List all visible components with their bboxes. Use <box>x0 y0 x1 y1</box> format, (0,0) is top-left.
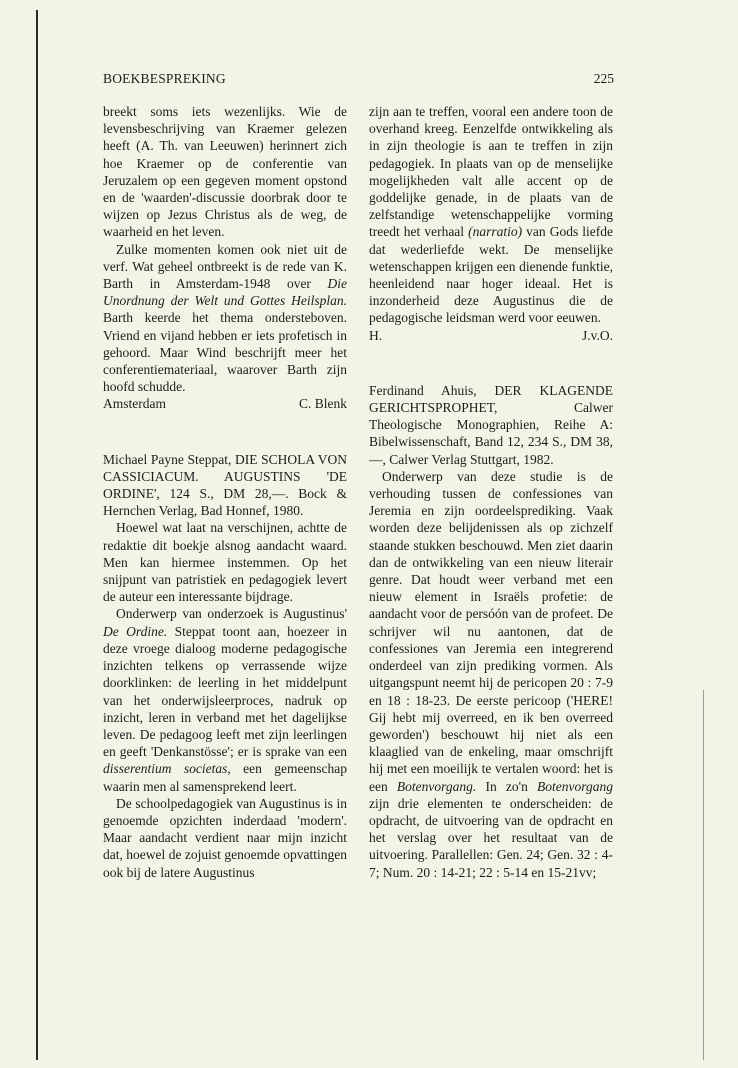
book-heading: Ferdinand Ahuis, DER KLAGENDE GERICHTSPROPHET, Calwer Theologische Monographien, Reihe A: Bibelwissenschaft, Band 12, 234 S., DM 38,—, Calwer Verlag Stuttgart, 1982. <box>369 382 613 467</box>
review-paragraph: Zulke momenten komen ook niet uit de verf. Wat geheel ontbreekt is de rede van K. Barth in Amsterdam-1948 over Die Unordnung der Welt und Gottes Heilsplan. Barth keerde het thema ondersteboven. Vriend en vijand hebben er iets profetisch in gehoord. Maar Wind beschrijft meer het conferentiemateriaal, waarover Barth zijn hoofd schudde. <box>103 241 347 395</box>
left-column <box>103 103 347 881</box>
right-column <box>369 103 613 881</box>
review-paragraph: breekt soms iets wezenlijks. Wie de levensbeschrijving van Kraemer gelezen heeft (A. Th. van Leeuwen) herinnert zich hoe Kraemer op de conferentie van Jeruzalem op een gegeven moment opstond en de 'waarden'-discussie doorbrak door te wijzen op Jezus Christus als de weg, de waarheid en het leven. <box>103 104 347 240</box>
page-margin-rule <box>36 10 38 1060</box>
signature-name: J.v.O. <box>581 327 613 343</box>
page-header <box>103 71 614 91</box>
signature-initial: H. <box>369 327 383 343</box>
review-paragraph: Onderwerp van onderzoek is Augustinus' De Ordine. Steppat toont aan, hoezeer in deze vroege dialoog moderne pedagogische inzichten telkens op verrassende wijze doorklinken: de leerling in het middelpunt van het onderwijsleerproces, nadruk op inzicht, leren in verband met het dagelijkse leven. De pedagoog leeft met zijn leerlingen en geeft 'Denkanstösse'; er is sprake van een disserentium societas, een gemeenschap waarin men al samensprekend leert. <box>103 606 347 794</box>
review-signature <box>103 395 347 412</box>
signature-place: Amsterdam <box>103 396 166 412</box>
review-paragraph: De schoolpedagogiek van Augustinus is in genoemde opzichten inderdaad 'modern'. Maar aandacht verdient naar mijn inzicht dat, hoewel de zojuist genoemde opvattingen ook bij de latere Augustinus <box>103 795 347 880</box>
running-title: BOEKBESPREKING <box>103 71 226 86</box>
signature-name: C. Blenk <box>298 396 347 412</box>
review-signature <box>369 327 613 344</box>
page-edge-rule <box>703 690 704 1060</box>
book-heading: Michael Payne Steppat, DIE SCHOLA VON CASSICIACUM. AUGUSTINS 'DE ORDINE', 124 S., DM 28,—. Bock & Hernchen Verlag, Bad Honnef, 1980. <box>103 451 347 519</box>
review-paragraph: Onderwerp van deze studie is de verhouding tussen de confessiones van Jeremia en zijn oordeelsprediking. Vaak worden deze belijdenissen als op zichzelf staande stukken beschouwd. Men ziet daarin dan de ontwikkeling van een nieuw literair genre. Dat houdt weer verband met een nieuw element in Israëls profetie: de aandacht voor de persóón van de profeet. De schrijver wil nu aantonen, dat de confessiones van Jeremia een integrerend onderdeel van zijn prediking vormen. Als uitgangspunt neemt hij de pericopen 20 : 7-9 en 18 : 18-23. De eerste pericoop ('HERE! Gij hebt mij overreed, en ik ben overreed geworden') beschouwt hij niet als een klaaglied van de enkeling, maar omschrijft hij met een moeilijk te vertalen woord: het is een Botenvorgang. In zo'n Botenvorgang zijn drie elementen te onderscheiden: de opdracht, de uitvoering van de opdracht en het verslag over het resultaat van de uitvoering. Parallellen: Gen. 24; Gen. 32 : 4-7; Num. 20 : 14-21; 22 : 5-14 en 15-21vv; <box>369 468 613 880</box>
review-paragraph: Hoewel wat laat na verschijnen, achtte de redaktie dit boekje alsnog aandacht waard. Men kan hiermee instemmen. Op het snijpunt van patristiek en pedagogiek levert de auteur een interessante bijdrage. <box>103 520 347 605</box>
page-number: 225 <box>593 71 614 86</box>
review-paragraph: zijn aan te treffen, vooral een andere toon de overhand kreeg. Eenzelfde ontwikkeling als in zijn theologie is aan te treffen in zijn pedagogiek. In plaats van op de menselijke mogelijkheden valt alle accent op de goddelijke genade, in de plaats van de zelfstandige wetenschappelijke vorming treedt het verhaal (narratio) van Gods liefde dat wederliefde wekt. De menselijke wetenschappen krijgen een dienende funktie, heenleidend naar hoger ideaal. Het is inzonderheid deze Augustinus die de pedagogische leidsman werd voor eeuwen. <box>369 104 613 326</box>
